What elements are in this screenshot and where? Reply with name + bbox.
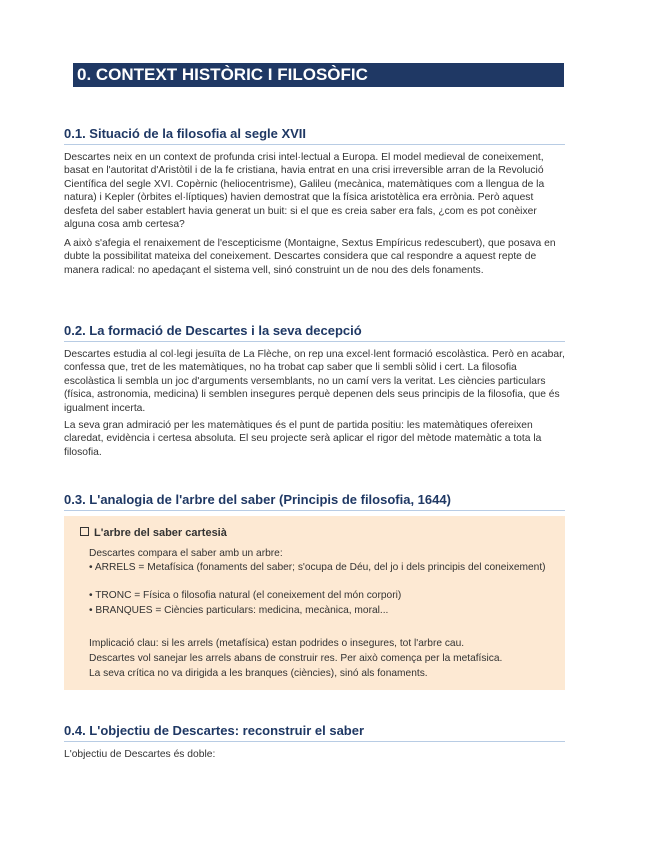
callout-bullet: • ARRELS = Metafísica (fonaments del saber; s'ocupa de Déu, del jo i dels principis del coneixement) [89, 562, 546, 573]
page-title: 0. CONTEXT HISTÒRIC I FILOSÒFIC [73, 63, 564, 87]
callout-implication: Implicació clau: si les arrels (metafísica) estan podrides o insegures, tot l'arbre cau. [89, 638, 465, 649]
section-heading-0-3: 0.3. L'analogia de l'arbre del saber (Principis de filosofia, 1644) [64, 492, 565, 511]
paragraph: Descartes estudia al col·legi jesuïta de La Flèche, on rep una excel·lent formació escolàstica. Però en acabar, confessa que, tret de les matemàtiques, no ha trobat cap saber que li sembli sòlid i cert. La filosofia escolàstica li sembla un joc d'arguments versemblants, no un camí vers la veritat. Les ciències particulars (física, astronomia, medicina) li semblen insegures perquè depenen dels seus principis de la filosofia, que és igualment incerta. [64, 349, 565, 414]
paragraph: L'objectiu de Descartes és doble: [64, 749, 216, 760]
callout-implication: Descartes vol sanejar les arrels abans de construir res. Per això comença per la metafísica. [89, 653, 503, 664]
paragraph: La seva gran admiració per les matemàtiques és el punt de partida positiu: les matemàtiques ofereixen claredat, evidència i certesa absoluta. El seu projecte serà aplicar el rigor del mètode matemàtic a tota la filosofia. [64, 420, 542, 458]
section-heading-0-4: 0.4. L'objectiu de Descartes: reconstruir el saber [64, 723, 565, 742]
section-heading-0-2: 0.2. La formació de Descartes i la seva decepció [64, 323, 565, 342]
callout-title [80, 527, 227, 539]
paragraph: A això s'afegia el renaixement de l'escepticisme (Montaigne, Sextus Empíricus redescubert), que posava en dubte la possibilitat mateixa del coneixement. Descartes considera que cal respondre a aquest repte de manera radical: no apedaçant el sistema vell, sinó construint un de nou des dels fonaments. [64, 238, 556, 276]
section-heading-0-1: 0.1. Situació de la filosofia al segle XVII [64, 126, 565, 145]
callout-box [64, 516, 565, 690]
callout-title-text: L'arbre del saber cartesià [94, 527, 227, 539]
paragraph: Descartes neix en un context de profunda crisi intel·lectual a Europa. El model medieval de coneixement, basat en l'autoritat d'Aristòtil i de la fe cristiana, havia entrat en una crisi irreversible arran de la Revolució Científica del segle XVI. Copèrnic (heliocentrisme), Galileu (mecànica, matemàtiques com a llengua de la natura) i Kepler (òrbites el·líptiques) havien demostrat que la física aristotèlica era errònia. Però aquest desfeta del saber establert havia generat un buit: si el que es creia saber era fals, ¿com es pot conèixer alguna cosa amb certesa? [64, 152, 545, 231]
callout-intro: Descartes compara el saber amb un arbre: [89, 548, 283, 559]
checkbox-icon [80, 527, 89, 536]
callout-bullet: • BRANQUES = Ciències particulars: medicina, mecànica, moral... [89, 605, 389, 616]
callout-bullet: • TRONC = Física o filosofia natural (el coneixement del món corpori) [89, 590, 402, 601]
callout-implication: La seva crítica no va dirigida a les branques (ciències), sinó als fonaments. [89, 668, 428, 679]
